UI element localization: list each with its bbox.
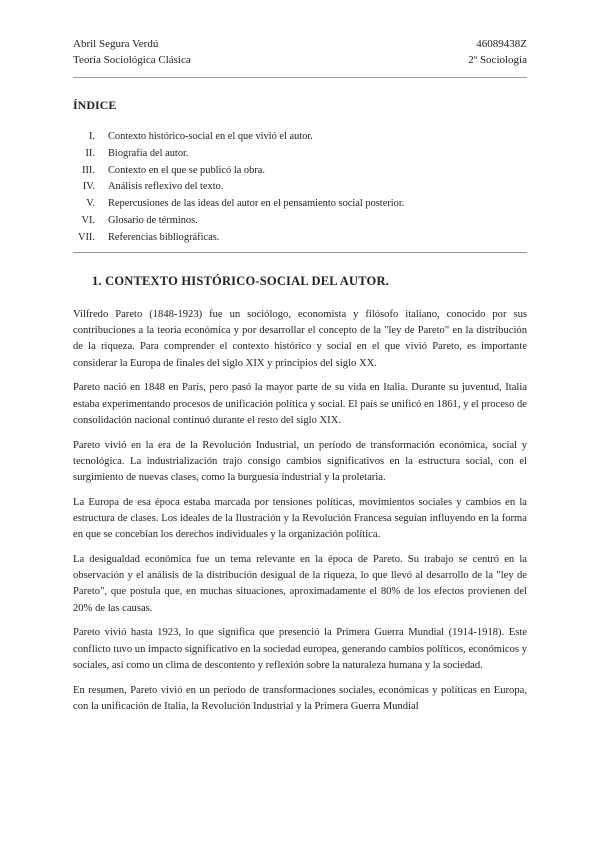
toc-item[interactable] [73, 213, 533, 230]
body-paragraph: Pareto vivió hasta 1923, lo que significa que presenció la Primera Guerra Mundial (1914-1918). Este conflicto tuvo un impacto significativo en la sociedad europea, generando cambios políticos, económicos y sociales, así como un clima de descontento y reflexión sobre la naturaleza humana y la sociedad. [73, 627, 527, 671]
toc-number: V. [86, 198, 95, 210]
toc-label: Glosario de términos. [108, 214, 198, 226]
table-of-contents [73, 129, 533, 247]
toc-number: III. [82, 164, 95, 176]
toc-item[interactable] [73, 179, 533, 196]
toc-label: Repercusiones de las ideas del autor en el pensamiento social posterior. [108, 198, 405, 210]
index-divider [73, 252, 527, 253]
header-row-1 [73, 36, 527, 52]
student-id: 46089438Z [476, 38, 527, 50]
body-paragraph: En resumen, Pareto vivió en un período de transformaciones sociales, económicas y políticas en Europa, con la unificación de Italia, la Revolución Industrial y la Primera Guerra Mundial [73, 684, 527, 712]
toc-label: Contexto en el que se publicó la obra. [108, 164, 265, 176]
toc-label: Biografía del autor. [108, 147, 189, 159]
section-body [73, 307, 527, 724]
body-paragraph: Vilfredo Pareto (1848-1923) fue un sociólogo, economista y filósofo italiano, conocido por sus contribuciones a la teoría económica y por desarrollar el concepto de la "ley de Pareto" en la distribución de la riqueza. Para comprender el contexto histórico y social en el que vivió Pareto, es importante considerar la Europa de finales del siglo XIX y principios del siglo XX. [73, 309, 527, 369]
toc-item[interactable] [73, 163, 533, 180]
author-name: Abril Segura Verdú [73, 38, 159, 50]
header-row-2 [73, 52, 527, 68]
toc-number: I. [88, 131, 95, 142]
toc-number: VI. [81, 214, 95, 226]
toc-item[interactable] [73, 230, 533, 247]
toc-number: VII. [77, 231, 95, 243]
body-paragraph: La desigualdad económica fue un tema relevante en la época de Pareto. Su trabajo se centró en la observación y el análisis de la distribución desigual de la riqueza, lo que llevó al desarrollo de la "ley de Pareto", que postula que, en muchas situaciones, aproximadamente el 80% de los efectos provienen del 20% de las causas. [73, 554, 527, 614]
body-paragraph: La Europa de esa época estaba marcada por tensiones políticas, movimientos sociales y cambios en la estructura de clases. Los ideales de la Ilustración y la Revolución Francesa seguían influyendo en la forma en que se concebían los derechos individuales y la organización política. [73, 496, 527, 541]
body-paragraph: Pareto nació en 1848 en París, pero pasó la mayor parte de su vida en Italia. Durante su juventud, Italia estaba experimentando procesos de unificación política y social. El país se unificó en 1861, y el proceso de consolidación nacional continuó durante el resto del siglo XIX. [73, 382, 527, 426]
toc-item[interactable] [73, 129, 533, 146]
index-title: ÍNDICE [73, 98, 117, 112]
header-divider [73, 77, 527, 78]
toc-number: IV. [82, 181, 95, 193]
toc-number: II. [85, 147, 95, 159]
toc-item[interactable] [73, 146, 533, 163]
section-heading: 1. CONTEXTO HISTÓRICO-SOCIAL DEL AUTOR. [92, 274, 389, 288]
course-year: 2º Sociología [468, 54, 527, 66]
body-paragraph: Pareto vivió en la era de la Revolución Industrial, un período de transformación económica, social y tecnológica. La industrialización trajo consigo cambios significativos en la estructura social, con el surgimiento de nuevas clases, como la burguesía industrial y la proletaria. [73, 439, 527, 484]
toc-item[interactable] [73, 196, 533, 213]
toc-label: Contexto histórico-social en el que vivió el autor. [108, 131, 313, 142]
toc-label: Referencias bibliográficas. [108, 231, 220, 243]
toc-label: Análisis reflexivo del texto. [108, 181, 224, 193]
course-name: Teoría Sociológica Clásica [73, 54, 191, 66]
